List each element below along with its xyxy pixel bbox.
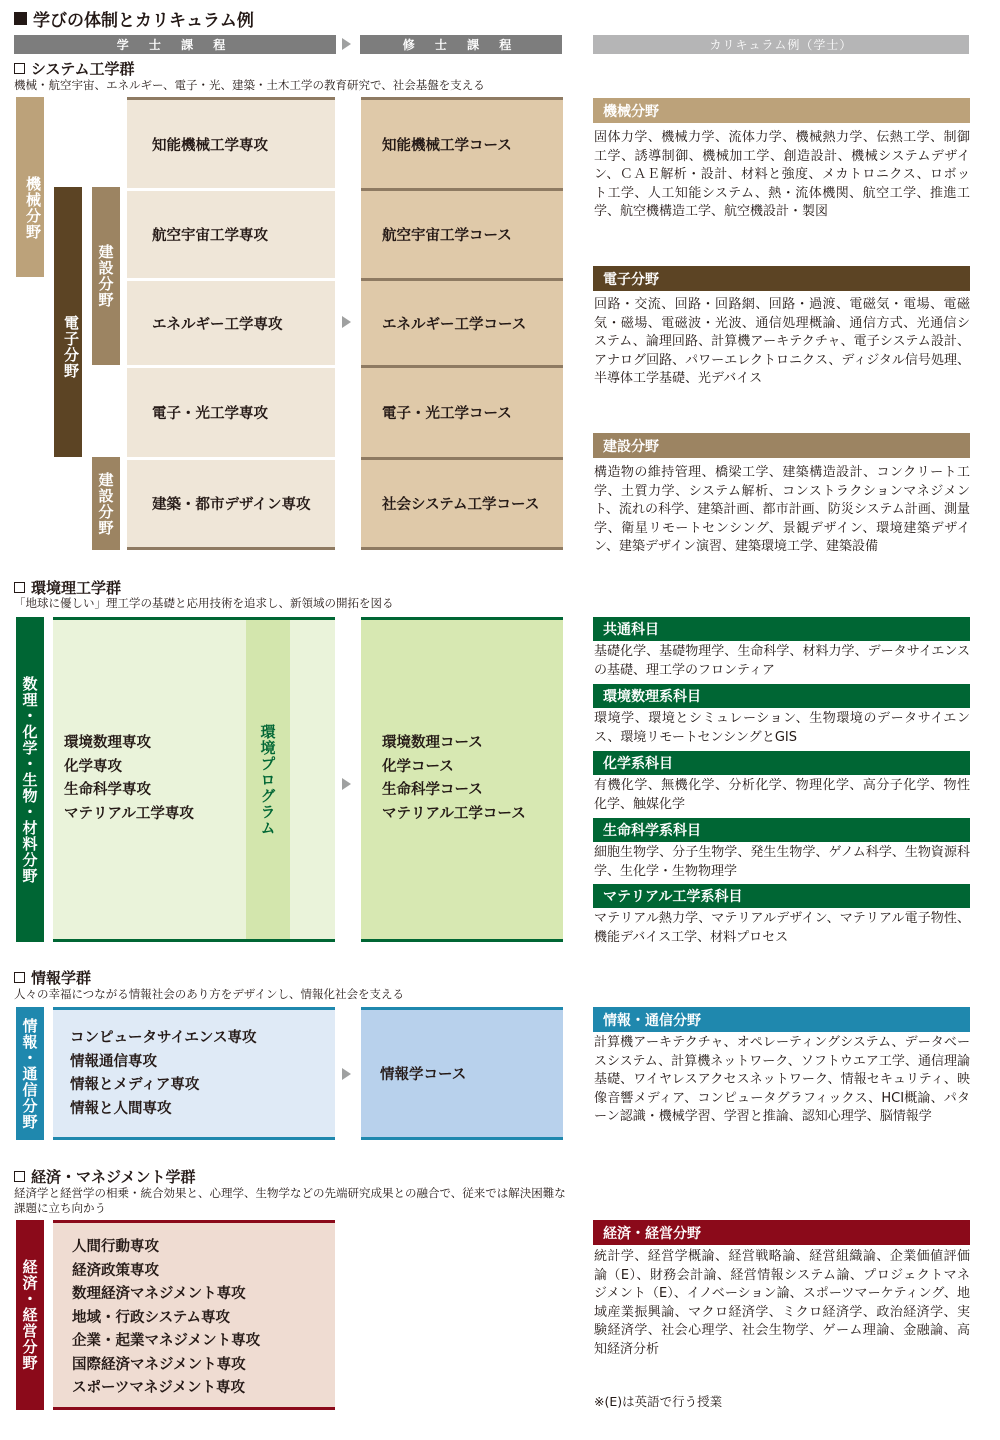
- env-major-0: 環境数理専攻: [64, 735, 151, 751]
- info-subtitle: 人々の幸福につながる情報社会のあり方をデザインし、情報化社会を支える: [14, 987, 404, 1001]
- env-major-1: 化学専攻: [64, 758, 122, 775]
- system-major-4: 建築・都市デザイン専攻: [152, 497, 311, 513]
- info-section-title: [14, 967, 91, 988]
- footnote: ※(E)は英語で行う授業: [594, 1394, 723, 1409]
- env-curriculum-body-0: 基礎化学、基礎物理学、生命科学、材料力学、データサイエンスの基礎、理工学のフロンティア: [594, 644, 970, 678]
- arrow-icon: [342, 1068, 351, 1080]
- econ-curriculum-body: 統計学、経営学概論、経営戦略論、経営組織論、企業価値評価論（E）、財務会計論、経営情報システム論、プロジェクトマネジメント（E）、イノベーション論、スポーツマーケティング、地域産業振興論、マクロ経済学、ミクロ経済学、政治経済学、実験経済学、社会心理学、社会生物学、ゲーム理論、金融論、高知経済分析: [594, 1249, 970, 1357]
- econ-major-2: 数理経済マネジメント専攻: [72, 1286, 246, 1302]
- info-majors-list: [70, 1027, 256, 1121]
- env-course-2: 生命科学コース: [382, 782, 483, 798]
- env-program: 環境プログラム: [246, 620, 290, 939]
- system-section-title: [14, 58, 135, 79]
- page-title-text: 学びの体制とカリキュラム例: [33, 11, 254, 31]
- square-icon: [14, 12, 27, 25]
- system-major-1: 航空宇宙工学専攻: [152, 228, 268, 244]
- header-master: 修 士 課 程: [360, 35, 562, 54]
- env-curriculum-head-2: 化学系科目: [593, 751, 970, 775]
- system-field-const2: 建設分野: [92, 457, 120, 550]
- info-curriculum-body: 計算機アーキテクチャ、オペレーティングシステム、データベースシステム、計算機ネットワーク、ソフトウエア工学、通信理論基礎、ワイヤレスアクセスネットワーク、情報セキュリティ、映像音響メディア、コンピュータグラフィックス、HCI概論、パターン認識・機械学習、学習と推論、認知心理学、脳情報学: [594, 1035, 970, 1124]
- checkbox-square-icon: [14, 63, 25, 74]
- econ-major-0: 人間行動専攻: [72, 1239, 159, 1255]
- system-curriculum-body-0: 固体力学、機械力学、流体力学、機械熱力学、伝熱工学、制御工学、誘導制御、機械加工学、創造設計、機械システムデザイン、ＣＡＥ解析・設計、材料と強度、メカトロニクス、ロボット工学、人工知能システム、熱・流体機関、航空工学、推進工学、航空機構造工学、航空機設計・製図: [594, 130, 970, 219]
- page-title: [14, 6, 254, 31]
- system-course-3: 電子・光工学コース: [382, 406, 512, 422]
- env-course-1: 化学コース: [382, 758, 454, 775]
- system-subtitle: 機械・航空宇宙、エネルギー、電子・光、建築・土木工学の教育研究で、社会基盤を支える: [14, 78, 485, 92]
- info-field: 情報・通信分野: [16, 1007, 44, 1140]
- env-curriculum-body-4: マテリアル熱力学、マテリアルデザイン、マテリアル電子物性、機能デバイス工学、材料プロセス: [594, 911, 970, 945]
- system-field-elec: 電子分野: [54, 187, 82, 457]
- env-curriculum-head-4: マテリアル工学系科目: [593, 884, 970, 908]
- env-curriculum-body-2: 有機化学、無機化学、分析化学、物理化学、高分子化学、物性化学、触媒化学: [594, 778, 970, 812]
- econ-curriculum-head: 経済・経営分野: [593, 1220, 970, 1245]
- arrow-icon: [342, 778, 351, 790]
- system-curriculum-head-2: 建設分野: [593, 433, 970, 458]
- checkbox-square-icon: [14, 972, 25, 983]
- info-course: 情報学コース: [380, 1067, 467, 1083]
- info-curriculum-head: 情報・通信分野: [593, 1007, 970, 1032]
- econ-title-text: 経済・マネジメント学群: [31, 1168, 196, 1186]
- system-course-0: 知能機械工学コース: [382, 137, 512, 154]
- env-field: 数理・化学・生物・材料分野: [16, 617, 44, 942]
- system-curriculum-body-1: 回路・交流、回路・回路網、回路・過渡、電磁気・電場、電磁気・磁場、電磁波・光波、通信処理概論、通信方式、光通信システム、論理回路、計算機アーキテクチャ、電子システム設計、アナログ回路、パワーエレクトロニクス、ディジタル信号処理、半導体工学基礎、光デバイス: [594, 297, 970, 386]
- system-curriculum-body-2: 構造物の維持管理、橋梁工学、建築構造設計、コンクリート工学、土質力学、システム解析、コンストラクションマネジメント、流れの科学、建築計画、都市計画、防災システム計画、測量学、衛星リモートセンシング、景観デザイン、環境建築デザイン、建築デザイン演習、建築環境工学、建築設備: [594, 465, 970, 554]
- econ-subtitle: 経済学と経営学の相乗・統合効果と、心理学、生物学などの先端研究成果との融合で、従来では解決困難な課題に立ち向かう: [14, 1186, 566, 1215]
- info-major-1: 情報通信専攻: [70, 1053, 157, 1070]
- env-course-3: マテリアル工学コース: [382, 805, 526, 822]
- system-major-0: 知能機械工学専攻: [152, 137, 268, 154]
- econ-majors-list: [72, 1236, 260, 1401]
- econ-major-5: 国際経済マネジメント専攻: [72, 1356, 246, 1373]
- header-bachelor: 学 士 課 程: [14, 35, 336, 54]
- system-field-mech: 機械分野: [16, 97, 44, 277]
- env-section-title: [14, 577, 121, 598]
- system-course-2: エネルギー工学コース: [382, 316, 527, 333]
- system-major-3: 電子・光工学専攻: [152, 406, 268, 422]
- env-curriculum-body-1: 環境学、環境とシミュレーション、生物環境のデータサイエンス、環境リモートセンシングとGIS: [594, 711, 970, 745]
- env-course-0: 環境数理コース: [382, 735, 483, 751]
- env-curriculum-head-0: 共通科目: [593, 617, 970, 641]
- env-title-text: 環境理工学群: [31, 579, 122, 597]
- info-major-2: 情報とメディア専攻: [70, 1077, 200, 1093]
- system-curriculum-head-0: 機械分野: [593, 98, 970, 123]
- checkbox-square-icon: [14, 1171, 25, 1182]
- header-arrow-icon: [342, 38, 351, 50]
- env-major-2: 生命科学専攻: [64, 782, 151, 798]
- econ-major-4: 企業・起業マネジメント専攻: [72, 1333, 261, 1349]
- system-course-1: 航空宇宙工学コース: [382, 228, 512, 244]
- env-curriculum-head-1: 環境数理系科目: [593, 684, 970, 708]
- system-title-text: システム工学群: [31, 60, 135, 78]
- system-course-4: 社会システム工学コース: [382, 497, 540, 513]
- header-curriculum: カリキュラム例（学士）: [593, 35, 969, 54]
- econ-major-1: 経済政策専攻: [72, 1262, 159, 1279]
- checkbox-square-icon: [14, 582, 25, 593]
- econ-major-3: 地域・行政システム専攻: [72, 1309, 231, 1326]
- info-major-3: 情報と人間専攻: [70, 1100, 172, 1117]
- system-major-2: エネルギー工学専攻: [152, 316, 283, 333]
- econ-section-title: [14, 1166, 196, 1187]
- env-curriculum-head-3: 生命科学系科目: [593, 818, 970, 842]
- info-major-0: コンピュータサイエンス専攻: [70, 1030, 257, 1046]
- arrow-icon: [342, 316, 351, 328]
- info-title-text: 情報学群: [31, 969, 92, 987]
- env-curriculum-body-3: 細胞生物学、分子生物学、発生生物学、ゲノム科学、生物資源科学、生化学・生物物理学: [594, 845, 970, 879]
- env-major-3: マテリアル工学専攻: [64, 805, 194, 822]
- env-majors-list: [64, 732, 194, 826]
- econ-field: 経済・経営分野: [16, 1220, 44, 1410]
- system-field-const1: 建設分野: [92, 187, 120, 365]
- env-courses-list: [382, 732, 526, 826]
- system-curriculum-head-1: 電子分野: [593, 266, 970, 291]
- econ-major-6: スポーツマネジメント専攻: [72, 1380, 245, 1396]
- env-subtitle: 「地球に優しい」理工学の基礎と応用技術を追求し、新領域の開拓を図る: [14, 596, 394, 610]
